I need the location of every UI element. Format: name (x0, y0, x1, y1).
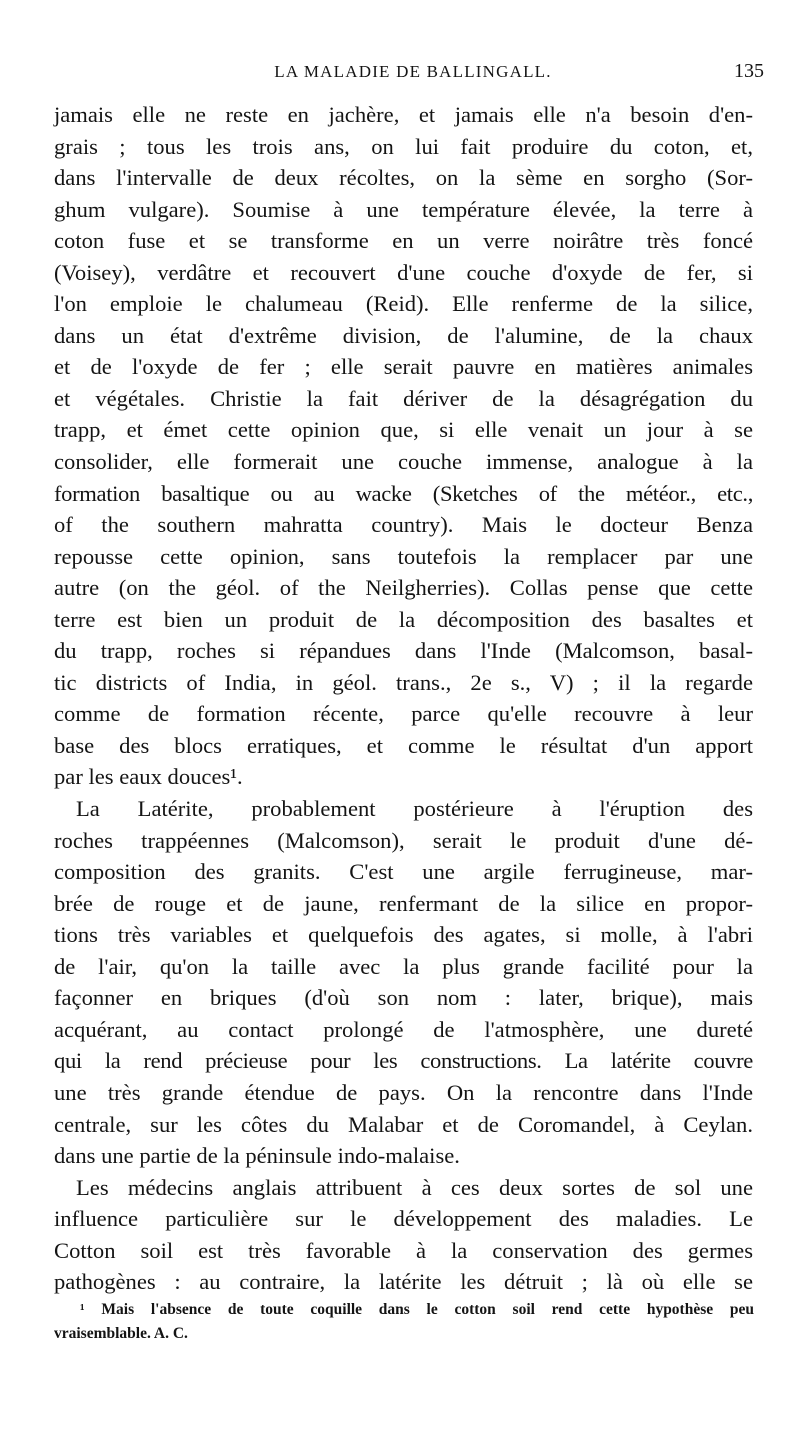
text-line: consolider, elle formerait une couche immense, analogue à la (54, 449, 753, 475)
text-line: autre (on the géol. of the Neilgherries). Collas pense que cette (54, 575, 753, 601)
running-header (54, 60, 772, 88)
text-line: roches trappéennes (Malcomson), serait le produit d'une dé- (54, 827, 753, 853)
text-line: dans une partie de la péninsule indo-malaise. (54, 1143, 460, 1169)
text-line: et végétales. Christie la fait dériver de la désagrégation du (54, 385, 753, 411)
text-line: l'on emploie le chalumeau (Reid). Elle renferme de la silice, (54, 291, 753, 317)
text-line: (Voisey), verdâtre et recouvert d'une couche d'oxyde de fer, si (54, 259, 753, 285)
text-line: centrale, sur les côtes du Malabar et de Coromandel, à Ceylan. (54, 1111, 753, 1137)
text-line: grais ; tous les trois ans, on lui fait produire du coton, et, (54, 133, 753, 159)
text-line: acquérant, au contact prolongé de l'atmosphère, une dureté (54, 1016, 753, 1042)
text-line: jamais elle ne reste en jachère, et jamais elle n'a besoin d'en- (54, 102, 753, 127)
text-line: repousse cette opinion, sans toutefois la remplacer par une (54, 543, 753, 569)
text-line: formation basaltique ou au wacke (Sketches of the météor., etc., (54, 480, 753, 506)
text-line: de l'air, qu'on la taille avec la plus grande facilité pour la (54, 953, 753, 979)
text-line: influence particulière sur le développement des maladies. Le (54, 1206, 753, 1232)
text-line: pathogènes : au contraire, la latérite les détruit ; là où elle se (54, 1269, 753, 1295)
text-line: tions très variables et quelquefois des agates, si molle, à l'abri (54, 922, 753, 948)
text-line: ghum vulgare). Soumise à une température élevée, la terre à (54, 196, 753, 222)
text-line: par les eaux douces¹. (54, 764, 243, 790)
footnote-line: vraisemblable. A. C. (54, 1325, 188, 1342)
text-line: trapp, et émet cette opinion que, si elle venait un jour à se (54, 417, 753, 443)
text-line: façonner en briques (d'où son nom : later, brique), mais (54, 985, 753, 1011)
text-line: composition des granits. C'est une argile ferrugineuse, mar- (54, 859, 753, 885)
text-line: du trapp, roches si répandues dans l'Inde (Malcomson, basal- (54, 638, 753, 664)
footnote-line: ¹ Mais l'absence de toute coquille dans le cotton soil rend cette hypothèse peu (80, 1301, 754, 1318)
text-line: dans un état d'extrême division, de l'alumine, de la chaux (54, 322, 753, 348)
text-line: et de l'oxyde de fer ; elle serait pauvre en matières animales (54, 354, 753, 380)
running-title: LA MALADIE DE BALLINGALL. (274, 62, 552, 81)
body-text (54, 99, 753, 1298)
text-line: qui la rend précieuse pour les constructions. La latérite couvre (54, 1048, 753, 1074)
text-line: base des blocs erratiques, et comme le résultat d'un apport (54, 732, 753, 758)
page-number: 135 (734, 60, 764, 82)
text-line: comme de formation récente, parce qu'elle recouvre à leur (54, 701, 753, 727)
text-line: une très grande étendue de pays. On la rencontre dans l'Inde (54, 1079, 753, 1105)
footnotes (54, 1298, 754, 1346)
text-line: Cotton soil est très favorable à la conservation des germes (54, 1237, 753, 1263)
text-line: coton fuse et se transforme en un verre noirâtre très foncé (54, 228, 753, 254)
text-line: La Latérite, probablement postérieure à l'éruption des (76, 796, 753, 822)
text-line: Les médecins anglais attribuent à ces deux sortes de sol une (76, 1174, 753, 1200)
text-line: dans l'intervalle de deux récoltes, on la sème en sorgho (Sor- (54, 165, 753, 191)
text-line: tic districts of India, in géol. trans., 2e s., V) ; il la regarde (54, 669, 753, 695)
text-line: brée de rouge et de jaune, renfermant de la silice en propor- (54, 890, 753, 916)
text-line: of the southern mahratta country). Mais le docteur Benza (54, 512, 753, 538)
text-line: terre est bien un produit de la décomposition des basaltes et (54, 606, 753, 632)
